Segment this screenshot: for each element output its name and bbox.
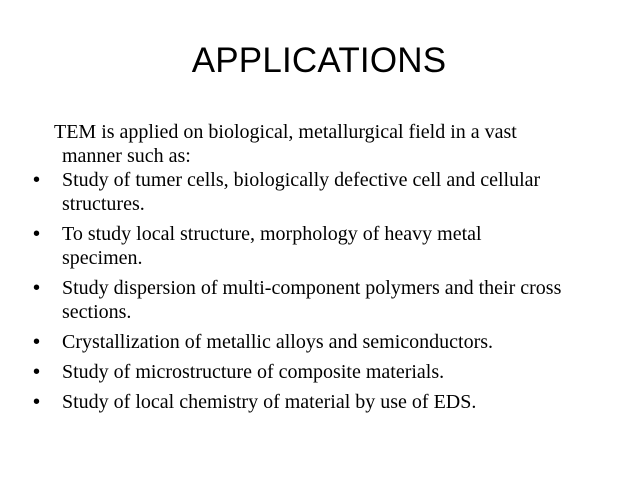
bullet-item (0, 168, 602, 216)
intro-text (54, 120, 594, 168)
bullet-dot-icon: • (33, 223, 41, 245)
slide-title: APPLICATIONS (191, 41, 447, 80)
intro-line-2: manner such as: (62, 145, 191, 167)
bullet-text-line: Crystallization of metallic alloys and semiconductors. (62, 331, 494, 353)
bullet-list (0, 168, 602, 420)
intro-line-1: TEM is applied on biological, metallurgical field in a vast (54, 121, 517, 143)
bullet-text-line: Study of microstructure of composite materials. (62, 361, 445, 383)
bullet-dot-icon: • (33, 361, 41, 383)
bullet-text-line: sections. (62, 301, 132, 323)
bullet-text-line: structures. (62, 193, 145, 215)
bullet-dot-icon: • (33, 391, 41, 413)
bullet-text-line: specimen. (62, 247, 143, 269)
bullet-dot-icon: • (33, 169, 41, 191)
bullet-dot-icon: • (33, 277, 41, 299)
bullet-item (0, 222, 602, 270)
bullet-text-line: Study dispersion of multi-component polymers and their cross (62, 277, 562, 299)
bullet-item (0, 330, 602, 354)
bullet-item (0, 360, 602, 384)
bullet-item (0, 390, 602, 414)
bullet-text-line: Study of tumer cells, biologically defective cell and cellular (62, 169, 541, 191)
bullet-text-line: Study of local chemistry of material by use of EDS. (62, 391, 477, 413)
bullet-item (0, 276, 602, 324)
bullet-text-line: To study local structure, morphology of heavy metal (62, 223, 482, 245)
bullet-dot-icon: • (33, 331, 41, 353)
